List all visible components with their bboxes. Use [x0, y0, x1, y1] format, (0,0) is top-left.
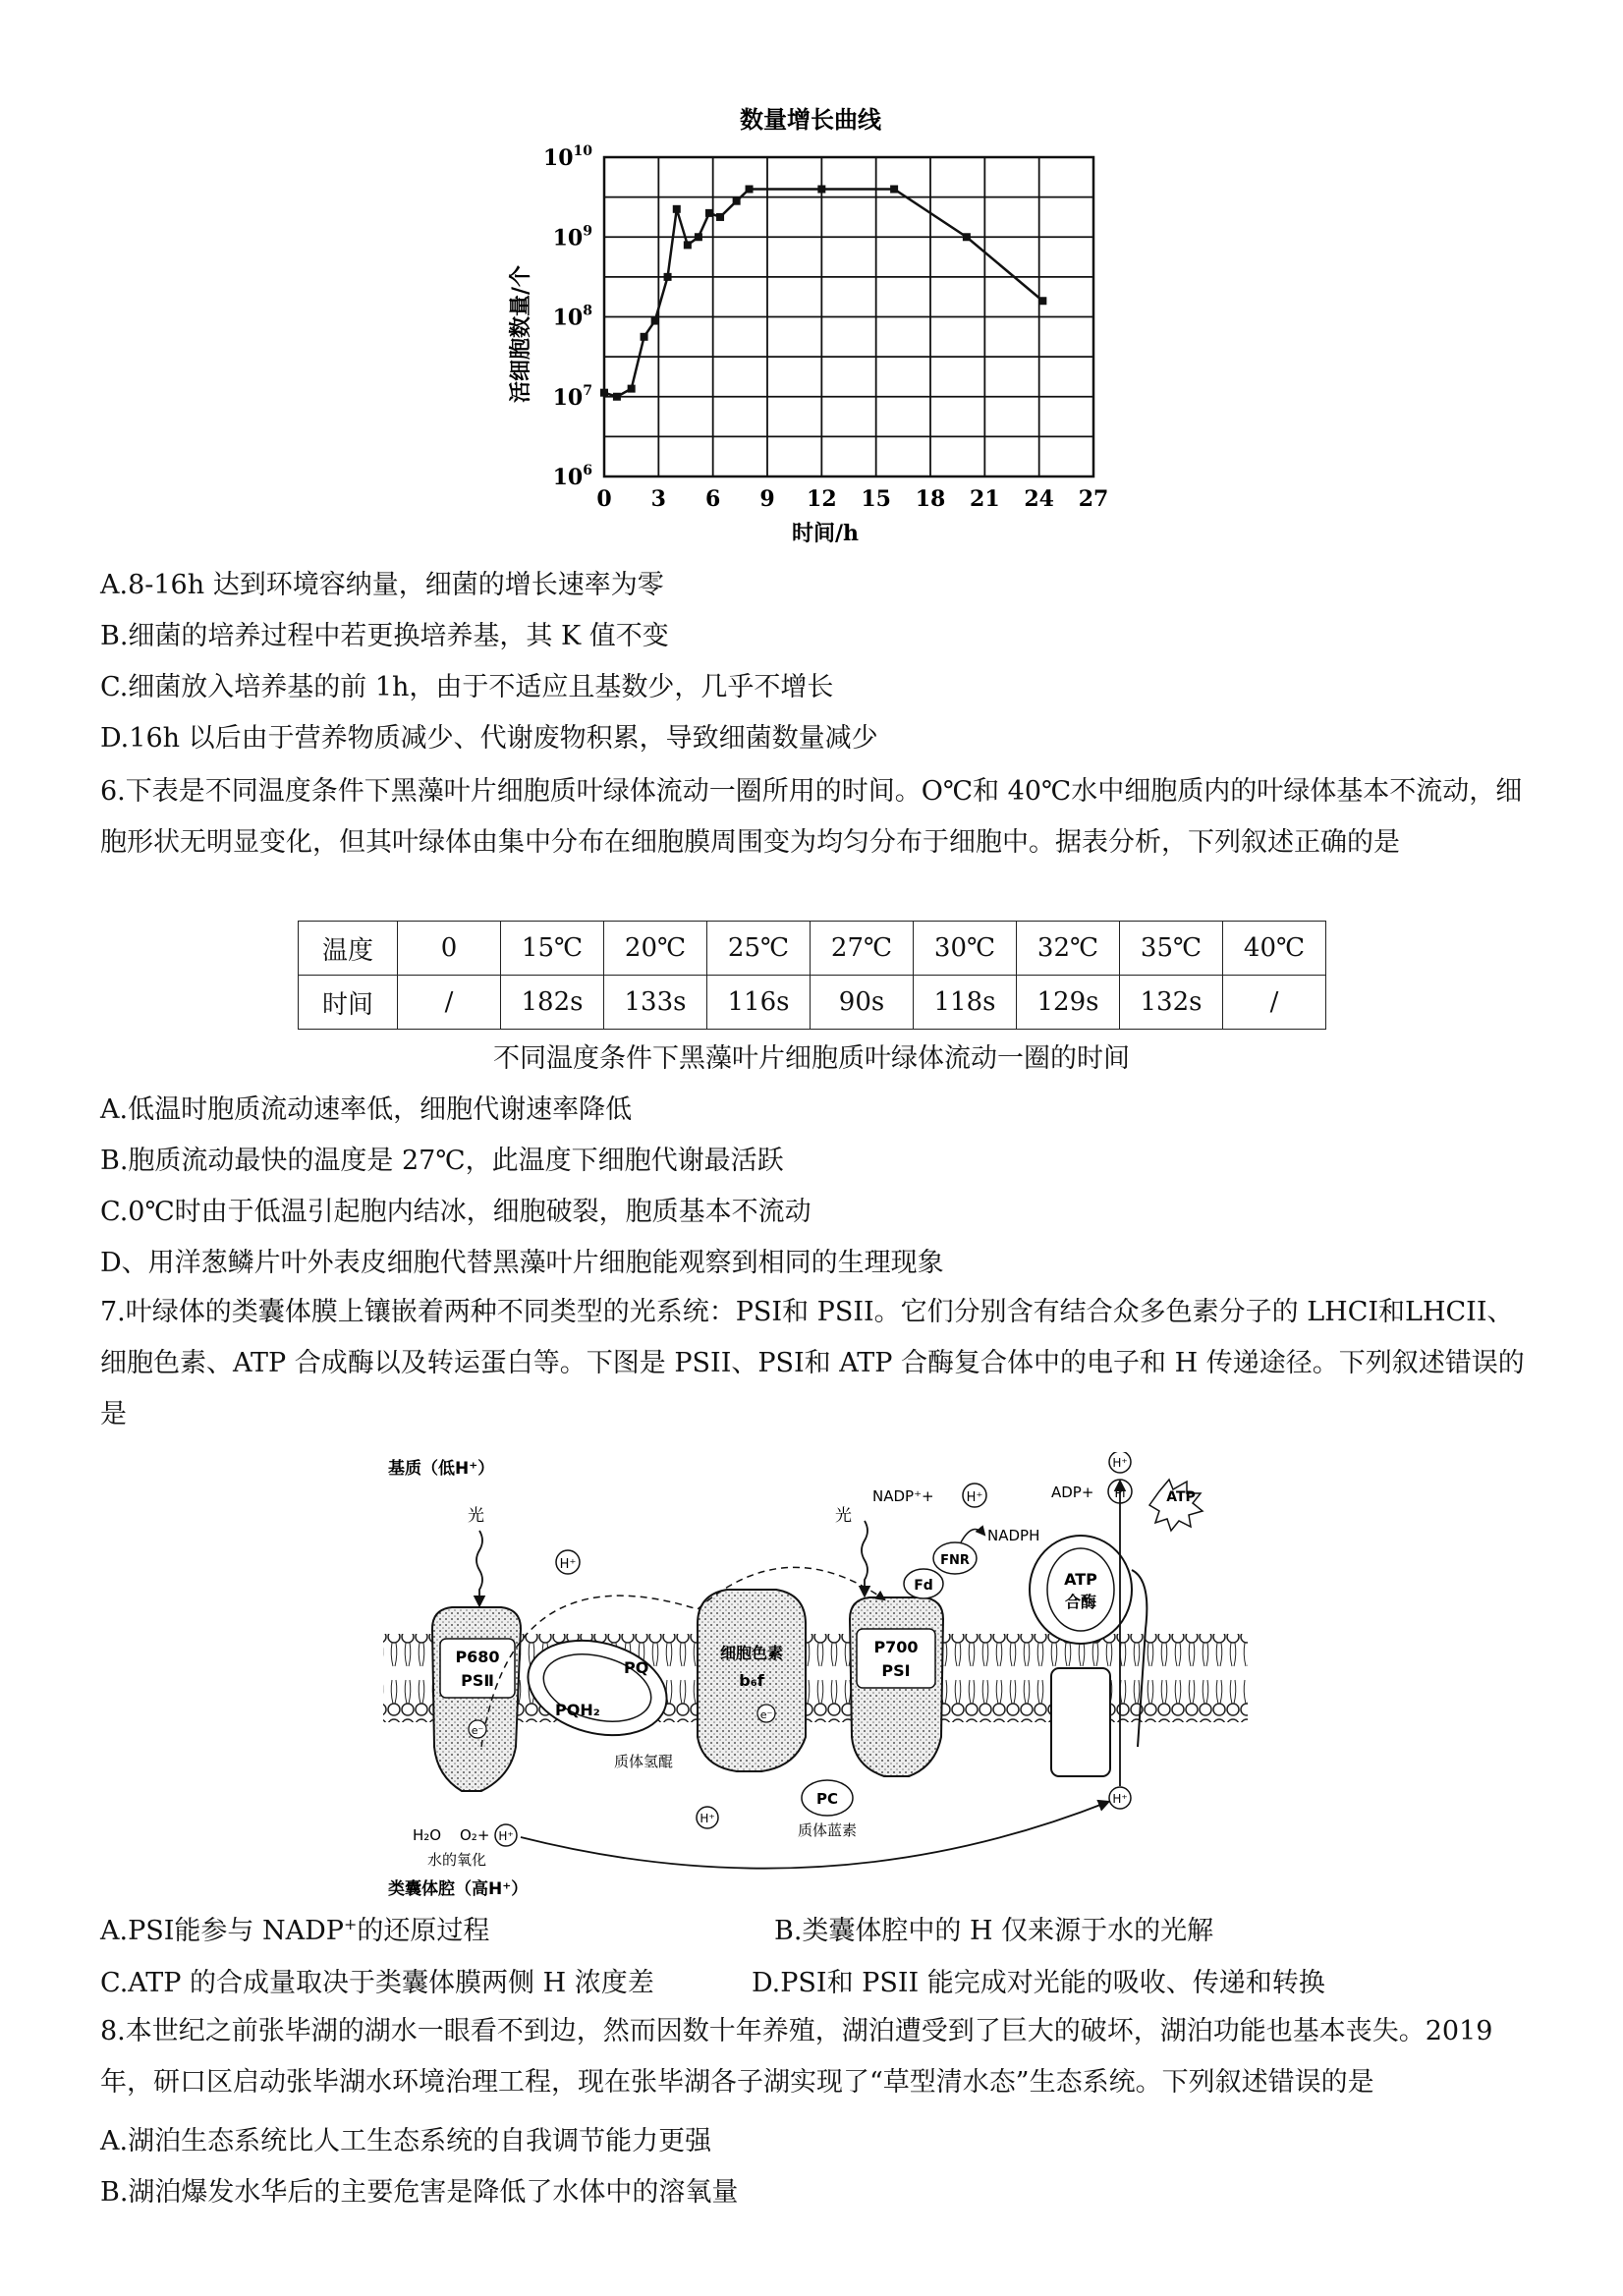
lumen-label: 类囊体腔（高H⁺） — [388, 1879, 529, 1899]
q8-option-a: A.湖泊生态系统比人工生态系统的自我调节能力更强 — [100, 2126, 712, 2156]
psi-label: PSⅠ — [881, 1661, 911, 1680]
stroma-label: 基质（低H⁺） — [388, 1459, 495, 1479]
x-tick-label: 15 — [861, 486, 891, 512]
atp-synthase-label-1: ATP — [1064, 1570, 1097, 1589]
table-row-head: 温度 — [299, 922, 398, 976]
data-point — [613, 393, 621, 401]
q7-option-c: C.ATP 的合成量取决于类囊体膜两侧 H 浓度差 — [100, 1968, 654, 1998]
b6f-label: b₆f — [739, 1671, 764, 1690]
data-point — [664, 273, 672, 281]
table-cell: 20℃ — [604, 922, 707, 976]
x-tick-label: 27 — [1078, 486, 1109, 512]
data-point — [1038, 297, 1046, 305]
quinone-label: 质体氢醌 — [614, 1753, 674, 1770]
data-point — [890, 186, 898, 194]
x-tick-label: 6 — [705, 486, 721, 512]
psi-complex — [850, 1597, 943, 1776]
electron-label-1: e⁻ — [471, 1724, 484, 1737]
y-tick-label: $10^8$ — [552, 303, 592, 331]
pc-label: PC — [815, 1790, 839, 1808]
data-point — [817, 186, 825, 194]
fd-label: Fd — [914, 1578, 933, 1594]
x-tick-label: 18 — [915, 486, 946, 512]
data-point — [705, 209, 713, 217]
atp-label: ATP — [1166, 1489, 1196, 1505]
table-cell: 0 — [398, 922, 501, 976]
h2o-label: H₂O — [413, 1826, 442, 1844]
growth-chart — [486, 103, 1115, 550]
data-point — [600, 389, 608, 397]
nadph-arrow — [961, 1530, 984, 1542]
table-cell: 35℃ — [1120, 922, 1223, 976]
q8-stem: 8.本世纪之前张毕湖的湖水一眼看不到边，然而因数十年养殖，湖泊遭受到了巨大的破坏，湖泊功能也基本丧失。2019 年，研口区启动张毕湖水环境治理工程，现在张毕湖各子湖实现了“草型清水态”生态系统。下列叙述错误的是 — [100, 2016, 1493, 2098]
pi-label: Pi — [1114, 1486, 1126, 1501]
q5-option-d: D.16h 以后由于营养物质减少、代谢废物积累，导致细菌数量减少 — [100, 723, 878, 754]
adp-label: ADP+ — [1051, 1484, 1094, 1501]
chart-ylabel: 活细胞数量/个 — [508, 264, 533, 404]
q6-option-a: A.低温时胞质流动速率低，细胞代谢速率降低 — [100, 1094, 633, 1125]
table-row — [299, 976, 1326, 1030]
table-cell: 40℃ — [1223, 922, 1326, 976]
q5-option-c: C.细菌放入培养基的前 1h，由于不适应且基数少，几乎不增长 — [100, 672, 834, 702]
plastocyanin-label: 质体蓝素 — [797, 1821, 858, 1839]
light-label-2: 光 — [835, 1506, 852, 1526]
q6-option-b: B.胞质流动最快的温度是 27℃，此温度下细胞代谢最活跃 — [100, 1146, 784, 1176]
q6-option-c: C.0℃时由于低温引起胞内结冰，细胞破裂，胞质基本不流动 — [100, 1197, 812, 1227]
electron-label-2: e⁻ — [759, 1708, 773, 1721]
cyt-label: 细胞色素 — [719, 1644, 784, 1662]
q5-option-a: A.8-16h 达到环境容纳量，细菌的增长速率为零 — [100, 570, 664, 600]
light-arrow-2 — [862, 1521, 867, 1596]
p680-label: P680 — [455, 1648, 500, 1666]
table-cell: 118s — [914, 976, 1017, 1030]
nadp-label: NADP⁺+ — [872, 1487, 934, 1505]
table-cell: 90s — [811, 976, 914, 1030]
data-point — [684, 241, 692, 249]
x-tick-label: 0 — [596, 486, 612, 512]
data-point — [963, 233, 971, 241]
hplus-label-1: H⁺ — [559, 1557, 577, 1572]
table-cell: 129s — [1017, 976, 1120, 1030]
x-tick-label: 3 — [650, 486, 666, 512]
data-point — [651, 317, 659, 325]
hplus-label-4: H⁺ — [498, 1829, 514, 1843]
nadph-label: NADPH — [987, 1527, 1040, 1544]
q6-option-d: D、用洋葱鳞片叶外表皮细胞代替黑藻叶片细胞能观察到相同的生理现象 — [100, 1248, 944, 1278]
x-tick-label: 24 — [1024, 486, 1054, 512]
data-point — [628, 385, 636, 393]
q7-option-b: B.类囊体腔中的 H 仅来源于水的光解 — [774, 1916, 1214, 1946]
x-tick-label: 21 — [970, 486, 1000, 512]
series-line — [604, 190, 1042, 397]
water-ox-label: 水的氧化 — [427, 1851, 487, 1869]
y-tick-label: $10^7$ — [552, 382, 592, 411]
table-cell: / — [398, 976, 501, 1030]
table-cell: 27℃ — [811, 922, 914, 976]
hplus-label-5: H⁺ — [700, 1812, 715, 1825]
atp-synthase-label-2: 合酶 — [1064, 1593, 1097, 1611]
y-tick-label: $10^9$ — [552, 223, 592, 252]
chart-xlabel: 时间/h — [791, 521, 860, 546]
q6-stem: 6.下表是不同温度条件下黑藻叶片细胞质叶绿体流动一圈所用的时间。O℃和 40℃水中细胞质内的叶绿体基本不流动，细胞形状无明显变化，但其叶绿体由集中分布在细胞膜周围变为均匀分布于细胞中。据表分析，下列叙述正确的是 — [100, 776, 1523, 858]
q7-option-a: A.PSⅠ能参与 NADP+的还原过程 — [100, 1915, 490, 1946]
data-point — [695, 233, 702, 241]
x-tick-label: 12 — [807, 486, 837, 512]
table-cell: 116s — [707, 976, 811, 1030]
thylakoid-diagram — [373, 1452, 1267, 1904]
pq-label: PQ — [624, 1658, 649, 1677]
light-arrow-1 — [476, 1531, 482, 1605]
y-tick-label: $10^6$ — [552, 463, 592, 490]
q5-option-b: B.细菌的培养过程中若更换培养基，其 K 值不变 — [100, 621, 669, 651]
table-row — [299, 922, 1326, 976]
chart-title: 数量增长曲线 — [740, 105, 881, 134]
chart-ticks — [543, 143, 1108, 512]
light-label-1: 光 — [468, 1506, 484, 1526]
x-tick-label: 9 — [759, 486, 775, 512]
table-cell: 30℃ — [914, 922, 1017, 976]
data-point — [673, 205, 681, 213]
psii-label: PSⅡ — [461, 1671, 494, 1690]
chart-grid — [604, 157, 1093, 476]
table-cell: 132s — [1120, 976, 1223, 1030]
y-tick-label: $10^{10}$ — [542, 143, 592, 171]
table-cell: 15℃ — [501, 922, 604, 976]
pqh2-label: PQH₂ — [555, 1701, 600, 1719]
data-point — [733, 197, 741, 205]
table-cell: 32℃ — [1017, 922, 1120, 976]
data-point — [746, 186, 754, 194]
table-row-head: 时间 — [299, 976, 398, 1030]
q7-option-d: D.PSⅠ和 PSII 能完成对光能的吸收、传递和转换 — [752, 1968, 1325, 1998]
o2-label: O₂+ — [460, 1826, 490, 1844]
hplus-label-2: H⁺ — [966, 1490, 983, 1505]
hplus-label-6: H⁺ — [1112, 1792, 1128, 1806]
q7-stem: 7.叶绿体的类囊体膜上镶嵌着两种不同类型的光系统：PSⅠ和 PSII。它们分别含有结合众多色素分子的 LHCⅠ和LHCII、细胞色素、ATP 合成酶以及转运蛋白等。下图是 PSII、PSⅠ和 ATP 合酶复合体中的电子和 H 传递途径。下列叙述错误的是 — [100, 1297, 1525, 1429]
table-cell: / — [1223, 976, 1326, 1030]
p700-label: P700 — [873, 1638, 919, 1656]
table-caption: 不同温度条件下黑藻叶片细胞质叶绿体流动一圈的时间 — [493, 1043, 1130, 1074]
hplus-label-3: H⁺ — [1112, 1456, 1128, 1470]
data-point — [641, 333, 648, 341]
psii-complex — [432, 1607, 521, 1791]
atp-burst-icon — [1149, 1480, 1203, 1531]
table-cell: 25℃ — [707, 922, 811, 976]
fnr-label: FNR — [940, 1553, 970, 1568]
data-point — [716, 213, 724, 221]
q8-option-b: B.湖泊爆发水华后的主要危害是降低了水体中的溶氧量 — [100, 2177, 739, 2208]
table-cell: 182s — [501, 976, 604, 1030]
temperature-table — [298, 921, 1326, 1030]
table-cell: 133s — [604, 976, 707, 1030]
chart-series — [600, 186, 1046, 401]
